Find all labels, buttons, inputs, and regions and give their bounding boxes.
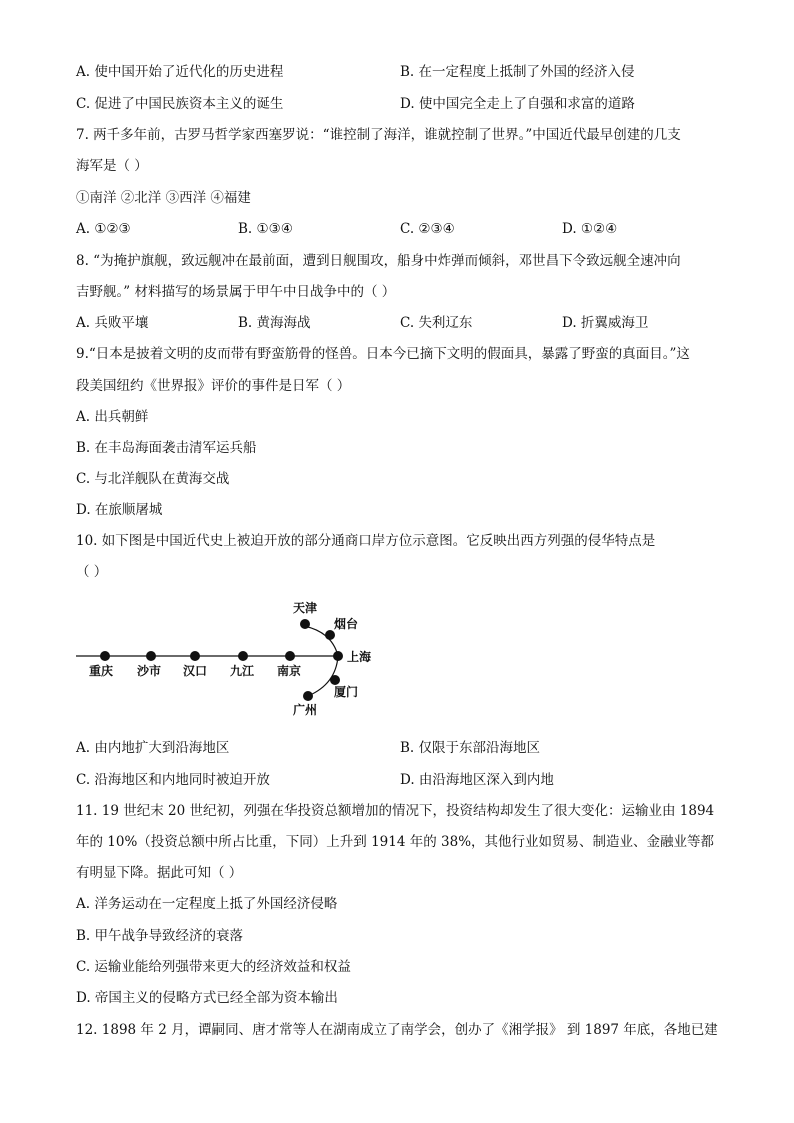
city-label-shashi: 沙市 xyxy=(137,664,162,678)
q9-option-a: A. 出兵朝鲜 xyxy=(76,409,149,425)
q10-option-d: D. 由沿海地区深入到内地 xyxy=(400,772,554,788)
q8-option-d: D. 折翼威海卫 xyxy=(562,315,649,331)
q7-option-b: B. ①③④ xyxy=(238,221,293,237)
city-dot-hankou xyxy=(190,651,200,661)
q9-option-c: C. 与北洋舰队在黄海交战 xyxy=(76,471,230,487)
treaty-ports-map xyxy=(70,592,390,722)
q7-stem-line2: 海军是（ ） xyxy=(76,158,148,174)
q10-option-c: C. 沿海地区和内地同时被迫开放 xyxy=(76,772,270,788)
city-label-hankou: 汉口 xyxy=(183,664,208,678)
city-dot-yantai xyxy=(325,630,335,640)
q8-option-c: C. 失利辽东 xyxy=(400,315,473,331)
city-label-tianjin: 天津 xyxy=(293,601,318,615)
q11-option-c: C. 运输业能给列强带来更大的经济效益和权益 xyxy=(76,959,351,975)
city-label-xiamen: 厦门 xyxy=(334,685,359,699)
q8-stem-line2: 吉野舰。” 材料描写的场景属于甲午中日战争中的（ ） xyxy=(76,284,396,300)
q10-stem-line2: （ ） xyxy=(76,564,108,580)
city-dot-nanjing xyxy=(285,651,295,661)
q11-option-d: D. 帝国主义的侵略方式已经全部为资本输出 xyxy=(76,990,338,1006)
city-dot-xiamen xyxy=(330,675,340,685)
city-label-nanjing: 南京 xyxy=(277,664,302,678)
q8-stem-line1: 8. “为掩护旗舰，致远舰冲在最前面，遭到日舰围攻，船身中炸弹而倾斜，邓世昌下令致远舰全速冲向 xyxy=(76,253,681,269)
city-label-yantai: 烟台 xyxy=(334,617,359,631)
q7-option-a: A. ①②③ xyxy=(76,221,131,237)
q11-stem-line2: 年的 10%（投资总额中所占比重，下同）上升到 1914 年的 38%，其他行业如贸易、制造业、金融业等都 xyxy=(76,834,715,850)
q10-option-b: B. 仅限于东部沿海地区 xyxy=(400,740,541,756)
q6-option-d: D. 使中国完全走上了自强和求富的道路 xyxy=(400,96,635,112)
city-label-guangzhou: 广州 xyxy=(293,703,318,717)
q11-stem-line3: 有明显下降。据此可知（ ） xyxy=(76,865,243,881)
city-label-jiujiang: 九江 xyxy=(230,664,255,678)
q8-option-b: B. 黄海海战 xyxy=(238,315,311,331)
q7-option-d: D. ①②④ xyxy=(562,221,618,237)
q9-option-d: D. 在旅顺屠城 xyxy=(76,502,163,518)
q10-stem-line1: 10. 如下图是中国近代史上被迫开放的部分通商口岸方位示意图。它反映出西方列强的侵华特点是 xyxy=(76,533,656,549)
q11-stem-line1: 11. 19 世纪末 20 世纪初，列强在华投资总额增加的情况下，投资结构却发生了很大变化：运输业由 1894 xyxy=(76,803,715,819)
q9-stem-line2: 段美国纽约《世界报》评价的事件是日军（ ） xyxy=(76,378,351,394)
q9-option-b: B. 在丰岛海面袭击清军运兵船 xyxy=(76,440,257,456)
q6-option-c: C. 促进了中国民族资本主义的诞生 xyxy=(76,96,284,112)
city-dot-tianjin xyxy=(300,619,310,629)
q7-stem-line1: 7. 两千多年前，古罗马哲学家西塞罗说：“谁控制了海洋，谁就控制了世界。”中国近代最早创建的几支 xyxy=(76,127,681,143)
q11-option-a: A. 洋务运动在一定程度上抵了外国经济侵略 xyxy=(76,896,338,912)
city-dot-jiujiang xyxy=(238,651,248,661)
q8-option-a: A. 兵败平壤 xyxy=(76,315,149,331)
q7-option-c: C. ②③④ xyxy=(400,221,455,237)
city-dot-chongqing xyxy=(100,651,110,661)
q9-stem-line1: 9.“日本是披着文明的皮而带有野蛮筋骨的怪兽。日本今已摘下文明的假面具，暴露了野蛮的真面目。”这 xyxy=(76,346,690,362)
q7-items: ①南洋 ②北洋 ③西洋 ④福建 xyxy=(76,190,251,206)
q11-option-b: B. 甲午战争导致经济的衰落 xyxy=(76,928,244,944)
city-dot-shashi xyxy=(146,651,156,661)
q6-option-a: A. 使中国开始了近代化的历史进程 xyxy=(76,64,284,80)
city-label-shanghai: 上海 xyxy=(347,650,372,664)
city-dot-shanghai xyxy=(333,651,343,661)
q10-option-a: A. 由内地扩大到沿海地区 xyxy=(76,740,230,756)
city-label-chongqing: 重庆 xyxy=(89,664,114,678)
q12-stem-line1: 12. 1898 年 2 月，谭嗣同、唐才常等人在湖南成立了南学会，创办了《湘学报》 到 1897 年底，各地已建 xyxy=(76,1022,718,1038)
city-dot-guangzhou xyxy=(303,691,313,701)
q6-option-b: B. 在一定程度上抵制了外国的经济入侵 xyxy=(400,64,635,80)
